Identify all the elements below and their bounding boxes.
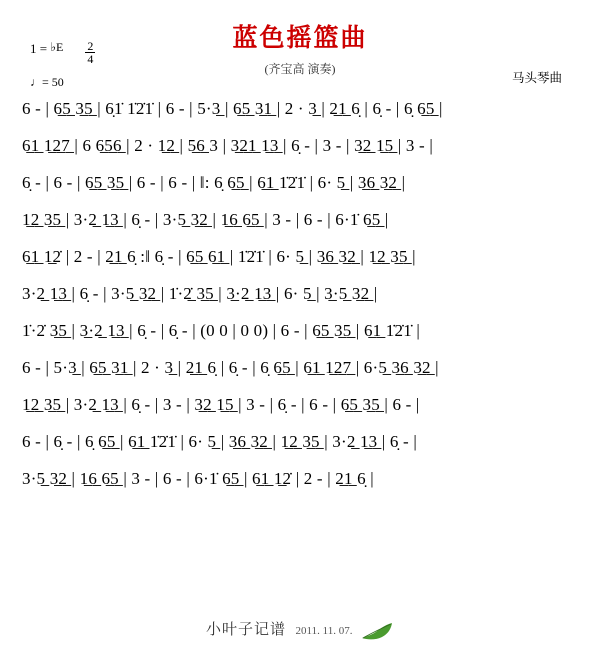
notation-line: 1̲2̲ 3̲5̲ | 3·2̲ 1̲3̲ | 6̣ - | 3·5̲ 3̲2̲ | 1̲6̲ 6̲5̲ | 3 - | 6 - | 6·1̇ 6̲5̲ |	[22, 210, 389, 229]
instrument-credit: 马头琴曲	[511, 71, 562, 85]
tempo-marking: ♩= 50	[30, 75, 64, 89]
notation-line: 6̲1̲ 1̲2̇ | 2 - | 2̲1̲ 6̣ :‖ 6̣ - | 6̲5̲ 6̲1̲ | 1̇2̇1̇ | 6· 5̲ | 3̲6̲ 3̲2̲ | 1̲2̲ 3̲5̲ |	[22, 247, 416, 266]
key-signature-line	[30, 40, 95, 65]
time-numerator: 2	[87, 39, 94, 53]
notation-line: 6 - | 6̲5̲ 3̲5̲ | 6̣1̇ 1̇2̇1̇ | 6 - | 5·3̲ | 6̲5̲ 3̲1̲ | 2 · 3̲ | 2̲1̲ 6̣ | 6̣ - | 6̣ 6̲5̲ |	[22, 99, 443, 118]
performer-subtitle: (齐宝高 演奏)	[264, 62, 336, 76]
key-value: ♭E	[50, 40, 64, 54]
notation-line: 1̲2̲ 3̲5̲ | 3·2̲ 1̲3̲ | 6̣ - | 3 - | 3̲2̲ 1̲5̲ | 3 - | 6̣ - | 6 - | 6̲5̲ 3̲5̲ | 6 - |	[22, 395, 420, 414]
notation-line: 6̣ - | 6 - | 6̲5̲ 3̲5̲ | 6 - | 6 - | ‖: 6̣ 6̲5̲ | 6̲1̲ 1̇2̇1̇ | 6· 5̲ | 3̲6̲ 3̲2̲ |	[22, 173, 406, 192]
notation-line: 3·5̲ 3̲2̲ | 1̲6̲ 6̲5̲ | 3 - | 6 - | 6·1̇ 6̲5̲ | 6̲1̲ 1̲2̇ | 2 - | 2̲1̲ 6̣ |	[22, 469, 374, 488]
notation-line: 6 - | 6̣ - | 6̣ 6̲5̲ | 6̲1̲ 1̇2̇1̇ | 6· 5̲ | 3̲6̲ 3̲2̲ | 1̲2̲ 3̲5̲ | 3·2̲ 1̲3̲ | 6̣ - |	[22, 432, 417, 451]
page-title: 蓝色摇篮曲	[232, 25, 368, 52]
key-label	[30, 40, 63, 57]
key-label-text: 1 =	[30, 41, 48, 56]
notation-line: 1̇·2̇ 3̲5̲ | 3̲·2̲ 1̲3̲ | 6̣ - | 6̣ - | (0 0 | 0 0) | 6 - | 6̲5̲ 3̲5̲ | 6̲1̲ 1̇2̇1̇ |	[22, 321, 420, 340]
notation-body	[22, 90, 578, 497]
transcription-date: 2011. 11. 07.	[295, 625, 353, 638]
time-signature	[85, 40, 95, 65]
notation-line: 3·2̲ 1̲3̲ | 6̣ - | 3·5̲ 3̲2̲ | 1̇·2̲̇ 3̲5̲ | 3̲·2̲ 1̲3̲ | 6· 5̲ | 3̲·5̲ 3̲2̲ |	[22, 284, 378, 303]
notation-line: 6 - | 5·3̲ | 6̲5̲ 3̲1̲ | 2 · 3̲ | 2̲1̲ 6̣ | 6̣ - | 6̣ 6̲5̲ | 6̲1̲ 1̲2̲7̲ | 6·5̲ 3̲6̲ 3̲2̲ |	[22, 358, 439, 377]
time-denominator: 4	[87, 52, 94, 66]
notation-line: 6̲1̲ 1̲2̲7̲ | 6 6̲5̲6̲ | 2 · 1̲2̲ | 5̲6̲ 3 | 3̲2̲1̲ 1̲3̲ | 6̣ - | 3 - | 3̲2̲ 1̲5̲ | 3 - |	[22, 136, 433, 155]
key-and-tempo-block	[30, 40, 95, 90]
footer	[0, 618, 600, 640]
transcriber-signature: 小叶子记谱	[206, 622, 287, 639]
leaf-icon	[360, 622, 394, 640]
